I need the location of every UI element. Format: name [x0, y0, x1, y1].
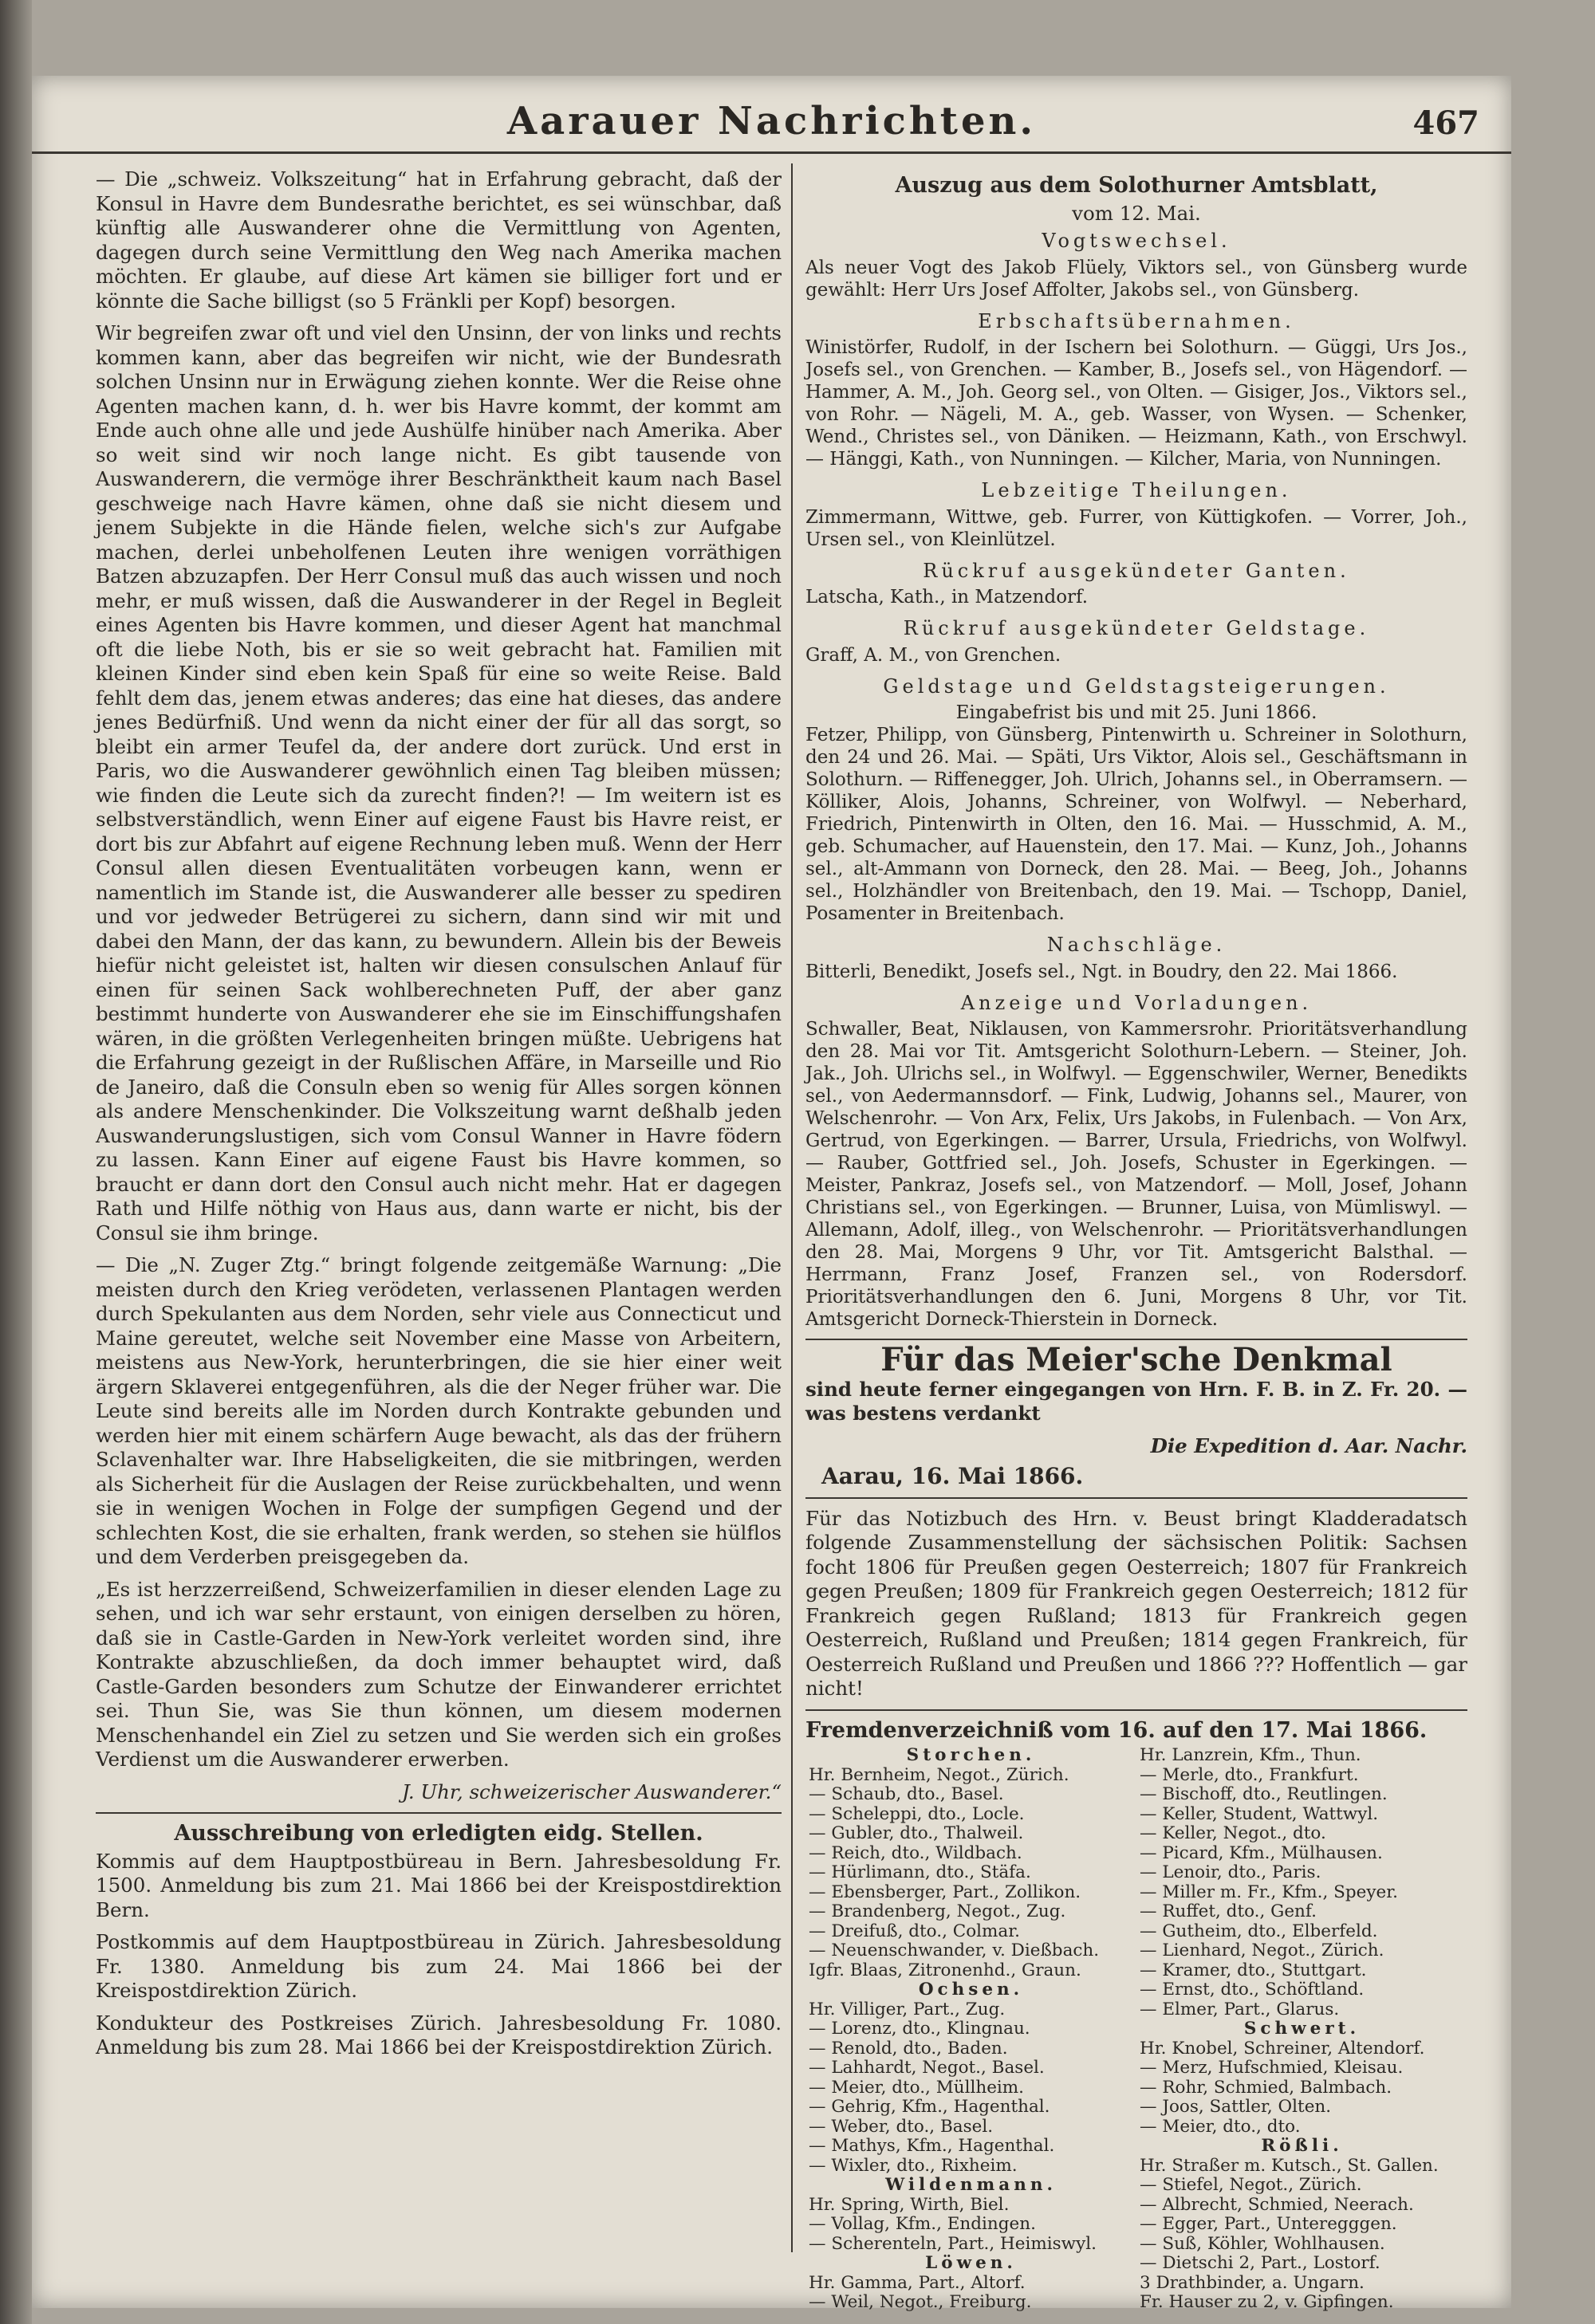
stellen-heading: Ausschreibung von erledigten eidg. Stellen. [174, 1821, 703, 1846]
stellen-item: Kondukteur des Postkreises Zürich. Jahresbesoldung Fr. 1080. Anmeldung bis zum 28. Mai 1866 bei der Kreispostdirektion Zürich. [96, 2011, 782, 2059]
nachschlaege-heading: Nachschläge. [1046, 934, 1227, 956]
page-number: 467 [1412, 104, 1479, 142]
vogtswechsel-text: Als neuer Vogt des Jakob Flüely, Viktors sel., von Günsberg wurde gewählt: Herr Urs Josef Affolter, Jakobs sel., von Günsberg. [805, 257, 1467, 301]
fremden-entry: — Elmer, Part., Glarus. [1140, 1999, 1340, 2019]
fremden-entry: — Lorenz, dto., Klingnau. [809, 2019, 1030, 2039]
article-paragraph: — Die „N. Zuger Ztg.“ bringt folgende zeitgemäße Warnung: „Die meisten durch den Krieg verödeten, verlassenen Plantagen werden durch Spekulanten aus dem Norden, sehr viele aus Connecticut und Maine gereutet, welche seit November eine Masse von Arbeitern, meistens aus New-York, herunterbringen, die sie hier einer weit ärgern Sklaverei entgegenführen, als die der Neger früher war. Die Leute sind bereits alle im Norden durch Kontrakte gebunden und werden hier mit einem schärfern Auge bewacht, als das der frühern Sclavenhalter war. Ihre Habseligkeiten, die sie mitbringen, werden als Sicherheit für die Auslagen der Reise zurückbehalten, und wenn sie in wenigen Wochen in Folge der sumpfigen Gegend und der schlechten Kost, die sie erhalten, frank werden, so stehen sie hülflos und dem Verderben preisgegeben da. [96, 1253, 782, 1568]
fremden-entry: — Stiefel, Negot., Zürich. [1140, 2175, 1362, 2195]
steigerungen-subheading: Eingabefrist bis und mit 25. Juni 1866. [955, 702, 1317, 723]
steigerungen-heading: Geldstage und Geldstagsteigerungen. [883, 674, 1390, 698]
fremden-entry: — Meier, dto., Müllheim. [809, 2077, 1025, 2098]
fremden-left-list [805, 1746, 1136, 2313]
fremden-entry: — Keller, Student, Wattwyl. [1140, 1803, 1379, 1824]
fremden-entry: Hr. Gamma, Part., Altorf. [809, 2272, 1026, 2293]
fremden-section-heading: Ochsen. [918, 1980, 1024, 2000]
fremden-entry: — Dietschi 2, Part., Lostorf. [1140, 2253, 1380, 2273]
fremden-entry: — Ernst, dto., Schöftland. [1140, 1980, 1365, 2000]
fremden-entry: Hr. Spring, Wirth, Biel. [809, 2194, 1010, 2215]
article-signature: J. Uhr, schweizerischer Auswanderer.“ [401, 1779, 782, 1803]
anzeige-text: Schwaller, Beat, Niklausen, von Kammersrohr. Prioritätsverhandlung den 28. Mai vor Tit. Amtsgericht Solothurn-Lebern. — Steiner, Joh. Jak., Joh. Ulrichs sel., in Wolfwyl. — Eggenschwiler, Werner, Benedikts sel., von Aedermannsdorf. — Fink, Ludwig, Johanns sel., Maurer, von Welschenrohr. — Von Arx, Felix, Urs Jakobs, in Fulenbach. — Von Arx, Gertrud, von Egerkingen. — Barrer, Ursula, Friedrichs, von Wolfwyl. — Rauber, Gottfried sel., Joh. Josefs, Schuster in Egerkingen. — Meister, Pankraz, Josefs sel., von Matzendorf. — Moll, Josef, Johann Christians sel., von Egerkingen. — Brunner, Luisa, von Mümliswyl. — Allemann, Adolf, illeg., von Welschenrohr. — Prioritätsverhandlungen den 28. Mai, Morgens 9 Uhr, vor Tit. Amtsgericht Balsthal. — Herrmann, Franz Josef, Franzen sel., von Rodersdorf. Prioritätsverhandlungen den 6. Juni, Morgens 8 Uhr, vor Tit. Amtsgericht Dorneck-Thierstein in Dorneck. [805, 1019, 1467, 1330]
fremden-entry: Hr. Lanzrein, Kfm., Thun. [1140, 1745, 1361, 1765]
denkmal-text: sind heute ferner eingegangen von Hrn. F. B. in Z. Fr. 20. — was bestens verdankt [805, 1377, 1467, 1425]
geldstage-text: Graff, A. M., von Grenchen. [805, 644, 1061, 666]
article-paragraph: — Die „schweiz. Volkszeitung“ hat in Erfahrung gebracht, daß der Konsul in Havre dem Bundesrathe berichtet, es sei wünschbar, daß künftig alle Auswanderer ohne die Vermittlung von Agenten, dagegen durch seine Vermittlung den Weg nach Amerika machen möchten. Er glaube, auf diese Art kämen sie billiger fort und er könnte die Sache billigst (so 5 Fränkli per Kopf) besorgen. [96, 167, 782, 313]
politik-text: Für das Notizbuch des Hrn. v. Beust bringt Kladderadatsch folgende Zusammenstellung der sächsischen Politik: Sachsen focht 1806 für Preußen gegen Oesterreich; 1807 für Frankreich gegen Preußen; 1809 für Frankreich gegen Oesterreich; 1812 für Frankreich gegen Rußland; 1813 für Frankreich gegen Oesterreich, Rußland und Preußen; 1814 gegen Frankreich, für Oesterreich Rußland und Preußen und 1866 ??? Hoffentlich — gar nicht! [805, 1506, 1467, 1700]
fremden-section-heading: Rößli. [1261, 2136, 1343, 2156]
nachschlaege-text: Bitterli, Benedikt, Josefs sel., Ngt. in Boudry, den 22. Mai 1866. [805, 961, 1398, 982]
fremden-entry: 3 Drathbinder, a. Ungarn. [1140, 2272, 1365, 2293]
book-spine [0, 0, 32, 2324]
fremden-entry: — Meier, dto., dto. [1140, 2116, 1301, 2137]
section-rule [805, 1497, 1467, 1499]
fremden-entry: — Vollag, Kfm., Endingen. [809, 2214, 1036, 2234]
fremden-table [805, 1746, 1467, 2313]
ganten-heading: Rückruf ausgekündeter Ganten. [923, 559, 1350, 582]
fremden-entry: — Gutheim, dto., Elberfeld. [1140, 1921, 1378, 1941]
fremden-entry: — Miller m. Fr., Kfm., Speyer. [1140, 1882, 1398, 1902]
fremden-entry: Fr. Hauser zu 2, v. Gipfingen. [1140, 2292, 1394, 2312]
article-paragraph: „Es ist herzzerreißend, Schweizerfamilien in dieser elenden Lage zu sehen, und ich war sehr erstaunt, von einigen derselben zu hören, daß sie in Castle-Garden in New-York verleitet worden sind, ihre Kontrakte abzuschließen, da doch immer behauptet wird, daß Castle-Garden besonders zum Schutze der Einwanderer errichtet sei. Thun Sie, was Sie thun können, um diesem modernen Menschenhandel ein Ziel zu setzen und Sie werden sich ein großes Verdienst um die Auswanderer erwerben. [96, 1577, 782, 1771]
newspaper-title: Aarauer Nachrichten. [506, 99, 1037, 144]
article-paragraph: Wir begreifen zwar oft und viel den Unsinn, der von links und rechts kommen kann, aber das begreifen wir nicht, wie der Bundesrath solchen Unsinn nur in Erwägung ziehen konnte. Wer die Reise ohne Agenten machen kann, d. h. wer bis Havre kommt, der kommt am Ende auch ohne alle und jede Aushülfe hinüber nach Amerika. Aber so weit sind wir noch lange nicht. Es gibt tausende von Auswanderern, die vermöge ihrer Beschränktheit kaum nach Basel geschweige nach Havre kämen, ohne daß sie nicht diesem und jenem Subjekte in die Hände fielen, welche sich's zur Aufgabe machen, derlei unbeholfenen Leuten ihre wenigen vorräthigen Batzen abzuzapfen. Der Herr Consul muß das auch wissen und noch mehr, er muß wissen, daß die Auswanderer in der Regel in Begleit eines Agenten bis Havre kommen, und dieser Agent hat manchmal oft die liebe Noth, bis er sie so weit gebracht hat. Familien mit kleinen Kinder sind eben kein Spaß für eine so weite Reise. Bald fehlt dem das, jenem etwas anderes; das eine hat dieses, das andere jenes Bedürfniß. Und wenn da nicht einer der für all das sorgt, so bleibt ein armer Teufel da, der andere dort zurück. Und erst in Paris, wo die Auswanderer gewöhnlich einen Tag bleiben müssen; wie finden die Leute sich da zurecht finden?! — Im weitern ist es selbstverständlich, wenn Einer auf eigene Faust bis Havre reist, er dort bis zur Abfahrt auf eigene Rechnung leben muß. Wenn der Herr Consul allen diesen Eventualitäten vorbeugen kann, wenn er namentlich im Stande ist, die Auswanderer alle besser zu spediren und vor jedweder Betrügerei zu sichern, dann sind wir mit und dabei den Mann, der das kann, zu bewundern. Allein bis der Beweis hiefür nicht geleistet ist, halten wir diesen consulschen Anlauf für einen für seinen Sack wohlberechneten Puff, der aber ganz bestimmt hunderte von Auswanderer ehe sie im Einschiffungshafen wären, in die größten Verlegenheiten bringen müßte. Uebrigens hat die Erfahrung gezeigt in der Rußlischen Affäre, in Marseille und Rio de Janeiro, daß die Consuln eben so wenig für Alles sorgen können als andere Menschenkinder. Die Volkszeitung warnt deßhalb jeden Auswanderungslustigen, sich vom Consul Wanner in Havre födern zu lassen. Kann Einer auf eigene Faust bis Havre kommen, so braucht er dann dort den Consul auch nicht mehr. Hat er dagegen Rath und Hilfe nöthig von Haus aus, dann warte er nicht, bis der Consul sie ihm bringe. [96, 321, 782, 1245]
section-rule [805, 1339, 1467, 1340]
fremden-entry: Hr. Straßer m. Kutsch., St. Gallen. [1140, 2155, 1439, 2176]
fremden-entry: Hr. Villiger, Part., Zug. [809, 1999, 1006, 2019]
fremden-entry: — Bischoff, dto., Reutlingen. [1140, 1784, 1388, 1804]
fremden-entry: — Wixler, dto., Rixheim. [809, 2155, 1018, 2176]
fremden-entry: — Renold, dto., Baden. [809, 2038, 1008, 2059]
fremden-entry: — Brandenberg, Negot., Zug. [809, 1901, 1066, 1921]
ganten-text: Latscha, Kath., in Matzendorf. [805, 587, 1089, 608]
fremden-entry: — Schaub, dto., Basel. [809, 1784, 1004, 1804]
fremden-section-heading: Wildenmann. [885, 2175, 1057, 2195]
fremden-entry: — Suß, Köhler, Wohlhausen. [1140, 2233, 1385, 2254]
fremden-entry: — Mathys, Kfm., Hagenthal. [809, 2136, 1055, 2156]
article-zuger-ztg [96, 1253, 782, 1804]
fremden-entry: — Lienhard, Negot., Zürich. [1140, 1941, 1384, 1960]
fremden-entry: — Merle, dto., Frankfurt. [1140, 1764, 1359, 1785]
fremden-entry: — Albrecht, Schmied, Neerach. [1140, 2194, 1414, 2215]
fremden-entry: — Keller, Negot., dto. [1140, 1823, 1326, 1843]
fremden-entry: — Gubler, dto., Thalweil. [809, 1823, 1024, 1843]
fremden-entry: — Ruffet, dto., Genf. [1140, 1901, 1317, 1921]
section-rule [805, 1709, 1467, 1711]
erbschaft-heading: Erbschaftsübernahmen. [978, 309, 1295, 332]
stellen-item: Kommis auf dem Hauptpostbüreau in Bern. Jahresbesoldung Fr. 1500. Anmeldung bis zum 21. Mai 1866 bei der Kreispostdirektion Bern. [96, 1849, 782, 1921]
fremden-entry: — Merz, Hufschmied, Kleisau. [1140, 2058, 1404, 2078]
fremden-section-heading: Löwen. [925, 2253, 1017, 2273]
erbschaft-text: Winistörfer, Rudolf, in der Ischern bei Solothurn. — Güggi, Urs Jos., Josefs sel., von Grenchen. — Kamber, B., Josefs sel., von Hägendorf. — Hammer, A. M., Joh. Georg sel., von Olten. — Gisiger, Jos., Viktors sel., von Rohr. — Nägeli, M. A., geb. Wasser, von Wysen. — Schenker, Wend., Christes sel., von Däniken. — Heizmann, Kath., von Erschwyl. — Hänggi, Kath., von Nunningen. — Kilcher, Maria, von Nunningen. [805, 337, 1467, 470]
anzeige-heading: Anzeige und Vorladungen. [960, 991, 1313, 1014]
dateline: Aarau, 16. Mai 1866. [821, 1463, 1084, 1489]
fremden-section-heading: Storchen. [906, 1745, 1036, 1765]
fremden-entry: — Dreifuß, dto., Colmar. [809, 1921, 1020, 1941]
geldstage-heading: Rückruf ausgekündeter Geldstage. [903, 617, 1370, 639]
fremden-entry: — Hürlimann, dto., Stäfa. [809, 1862, 1031, 1882]
fremden-entry: — Lenoir, dto., Paris. [1140, 1862, 1321, 1882]
steigerungen-text: Fetzer, Philipp, von Günsberg, Pintenwirth u. Schreiner in Solothurn, den 24 und 26. Mai. — Späti, Urs Viktor, Alois sel., Geschäftsmann in Solothurn. — Riffenegger, Joh. Ulrich, Johanns sel., in Oberramsern. — Kölliker, Alois, Johanns, Schreiner, von Wolfwyl. — Neberhard, Friedrich, Pintenwirth in Olten, den 16. Mai. — Husschmid, A. M., geb. Schumacher, auf Hauenstein, den 17. Mai. — Kunz, Joh., Johanns sel., alt-Ammann von Dorneck, den 28. Mai. — Beeg, Joh., Johanns sel., Holzhändler von Breitenbach, den 19. Mai. — Tschopp, Daniel, Posamenter in Breitenbach. [805, 725, 1467, 924]
fremden-entry: Hr. Knobel, Schreiner, Altendorf. [1140, 2038, 1425, 2059]
fremden-section-heading: Schwert. [1243, 2019, 1361, 2039]
fremden-entry: — Picard, Kfm., Mülhausen. [1140, 1842, 1383, 1863]
lebzeitige-text: Zimmermann, Wittwe, geb. Furrer, von Küttigkofen. — Vorrer, Joh., Ursen sel., von Kleinlützel. [805, 506, 1467, 550]
stellen-item: Postkommis auf dem Hauptpostbüreau in Zürich. Jahresbesoldung Fr. 1380. Anmeldung bis zum 24. Mai 1866 bei der Kreispostdirektion Zürich. [96, 1930, 782, 2002]
amtsblatt-date: vom 12. Mai. [1072, 201, 1201, 225]
fremden-entry: — Scheleppi, dto., Locle. [809, 1803, 1025, 1824]
section-rule [96, 1812, 782, 1814]
fremden-entry: — Gehrig, Kfm., Hagenthal. [809, 2097, 1050, 2117]
denkmal-heading: Für das Meier'sche Denkmal [880, 1341, 1392, 1378]
fremden-entry: — Rohr, Schmied, Balmbach. [1140, 2077, 1392, 2098]
column-divider [791, 163, 793, 2252]
fremden-entry: Igfr. Blaas, Zitronenhd., Graun. [809, 1960, 1081, 1980]
right-column [805, 167, 1467, 2312]
fremden-entry: — Weil, Negot., Freiburg. [809, 2292, 1032, 2312]
fremden-entry: — Neuenschwander, v. Dießbach. [809, 1941, 1100, 1960]
fremden-entry: — Joos, Sattler, Olten. [1140, 2097, 1332, 2117]
fremden-entry: — Reich, dto., Wildbach. [809, 1842, 1022, 1863]
amtsblatt-heading: Auszug aus dem Solothurner Amtsblatt, [895, 173, 1378, 198]
fremden-entry: — Scherenteln, Part., Heimiswyl. [809, 2233, 1097, 2254]
article-volkszeitung [96, 167, 782, 1245]
masthead [32, 80, 1511, 154]
lebzeitige-heading: Lebzeitige Theilungen. [981, 479, 1292, 501]
fremden-right-list [1136, 1746, 1467, 2313]
fremden-entry: — Lahhardt, Negot., Basel. [809, 2058, 1045, 2078]
fremden-entry: — Kramer, dto., Stuttgart. [1140, 1960, 1367, 1980]
fremden-heading: Fremdenverzeichniß vom 16. auf den 17. Mai 1866. [805, 1717, 1428, 1743]
fremden-entry: — Weber, dto., Basel. [809, 2116, 994, 2137]
vogtswechsel-heading: Vogtswechsel. [1042, 230, 1231, 252]
fremden-entry: Hr. Bernheim, Negot., Zürich. [809, 1764, 1069, 1785]
denkmal-signature: Die Expedition d. Aar. Nachr. [1150, 1433, 1467, 1457]
fremden-entry: — Egger, Part., Unteregggen. [1140, 2214, 1397, 2234]
fremden-entry: — Ebensberger, Part., Zollikon. [809, 1882, 1081, 1902]
left-column [96, 167, 782, 2288]
